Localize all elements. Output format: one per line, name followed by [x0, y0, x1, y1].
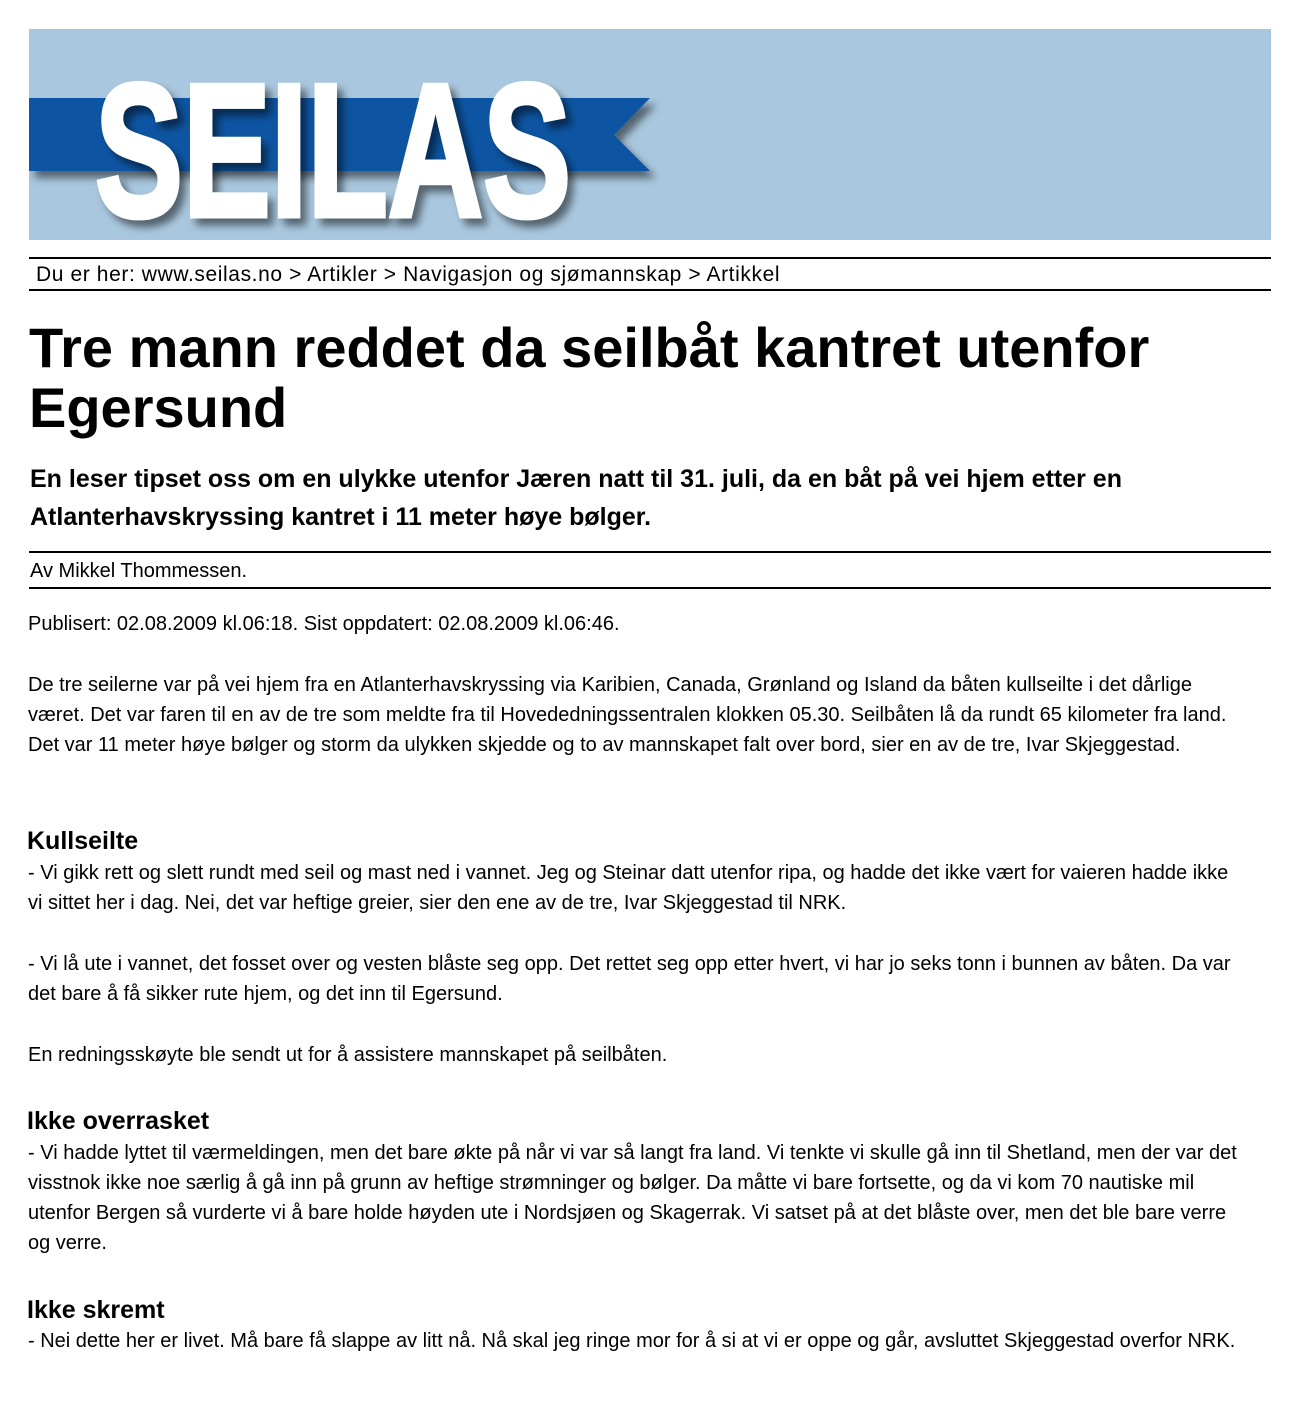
seilas-logo: [29, 29, 1271, 240]
section-heading-kullseilte: Kullseilte: [27, 827, 139, 855]
logo-text: SEILAS: [95, 45, 571, 240]
breadcrumb-text: Du er her: www.seilas.no > Artikler > Navigasjon og sjømannskap > Artikkel: [36, 263, 781, 286]
paragraph: - Nei dette her er livet. Må bare få slappe av litt nå. Nå skal jeg ringe mor for å si at vi er oppe og går, avsluttet Skjeggestad overfor NRK.: [28, 1330, 1236, 1352]
section-heading-ikke-skremt: Ikke skremt: [27, 1296, 165, 1324]
breadcrumb: [29, 257, 1271, 291]
byline: [29, 551, 1271, 589]
paragraph: En redningsskøyte ble sendt ut for å assistere mannskapet på seilbåten.: [28, 1044, 668, 1066]
article-lead: En leser tipset oss om en ulykke utenfor Jæren natt til 31. juli, da en båt på vei hjem etter en Atlanterhavskryssing kantret i 11 meter høye bølger.: [30, 465, 1122, 531]
paragraph: - Vi lå ute i vannet, det fosset over og vesten blåste seg opp. Det rettet seg opp etter hvert, vi har jo seks tonn i bunnen av båten. Da var det bare å få sikker rute hjem, og det inn til Egersund.: [28, 953, 1231, 1005]
publish-info: Publisert: 02.08.2009 kl.06:18. Sist oppdatert: 02.08.2009 kl.06:46.: [28, 613, 620, 635]
site-banner: [29, 29, 1271, 240]
byline-text: Av Mikkel Thommessen.: [30, 560, 248, 582]
paragraph: - Vi hadde lyttet til værmeldingen, men det bare økte på når vi var så langt fra land. Vi tenkte vi skulle gå inn til Shetland, men der var det visstnok ikke noe særlig å gå inn på grunn av heftige strømninger og bølger. Da måtte vi bare fortsette, og da vi kom 70 nautiske mil utenfor Bergen så vurderte vi å bare holde høyden ute i Nordsjøen og Skagerrak. Vi satset på at det blåste over, men det ble bare verre og verre.: [28, 1142, 1237, 1254]
section-heading-ikke-overrasket: Ikke overrasket: [27, 1107, 210, 1135]
intro-paragraph: De tre seilerne var på vei hjem fra en Atlanterhavskryssing via Karibien, Canada, Grønland og Island da båten kullseilte i det dårlige været. Det var faren til en av de tre som meldte fra til Hovededningssentralen klokken 05.30. Seilbåten lå da rundt 65 kilometer fra land. Det var 11 meter høye bølger og storm da ulykken skjedde og to av mannskapet falt over bord, sier en av de tre, Ivar Skjeggestad.: [28, 674, 1227, 756]
article-title: Tre mann reddet da seilbåt kantret utenfor Egersund: [29, 316, 1150, 439]
paragraph: - Vi gikk rett og slett rundt med seil og mast ned i vannet. Jeg og Steinar datt utenfor ripa, og hadde det ikke vært for vaieren hadde ikke vi sittet her i dag. Nei, det var heftige greier, sier den ene av de tre, Ivar Skjeggestad til NRK.: [28, 862, 1229, 914]
